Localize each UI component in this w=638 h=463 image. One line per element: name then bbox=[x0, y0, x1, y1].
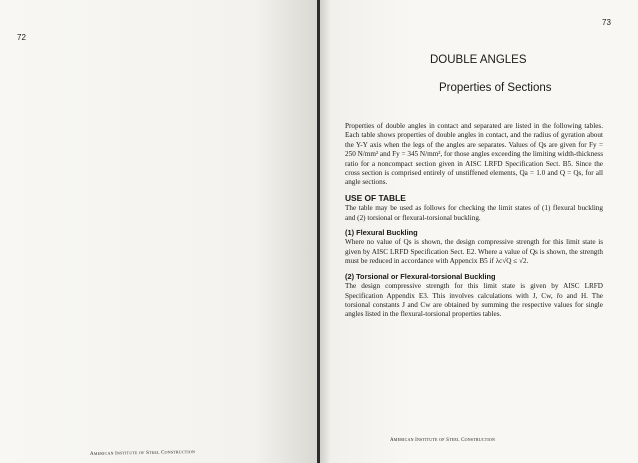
right-page-footer: American Institute of Steel Construction bbox=[390, 438, 496, 443]
section-title: Properties of Sections bbox=[439, 82, 552, 94]
right-page-number: 73 bbox=[602, 18, 611, 27]
left-page-footer: American Institute of Steel Construction bbox=[89, 450, 196, 457]
torsional-buckling-heading: (2) Torsional or Flexural-torsional Buckling bbox=[345, 271, 496, 281]
use-of-table-heading: USE OF TABLE bbox=[345, 192, 406, 203]
use-of-table-paragraph: The table may be used as follows for checking the limit states of (1) flexural buckling and (2) torsional or flexural-torsional buckling. bbox=[345, 204, 603, 222]
chapter-title: DOUBLE ANGLES bbox=[430, 54, 527, 66]
torsional-buckling-paragraph: The design compressive strength for this limit state is given by AISC LRFD Specification Appendix E3. This involves calculations with J, Cw, r̄o and H. The torsional constants J and Cw are obtained by summing the respective values for single angles listed in the flexural-torsional properties tables. bbox=[345, 282, 603, 319]
flexural-buckling-paragraph: Where no value of Qs is shown, the design compressive strength for this limit state is given by AISC LRFD Specification Sect. E2. Where a value of Qs is shown, the strength must be reduced in accordance with Appencix B5 if λc√Q ≤ √2. bbox=[345, 238, 603, 266]
left-page bbox=[0, 0, 318, 463]
book-gutter bbox=[317, 0, 320, 463]
page-body bbox=[345, 122, 603, 324]
intro-paragraph: Properties of double angles in contact and separated are listed in the following tables. Each table shows properties of double angles in contact, and the radius of gyration about the Y-Y axis when the legs of the angles are separates. Values of Qs are given for Fy = 250 N/mm² and Fy = 345 N/mm², for those angles exceeding the limiting width-thickness ratio for a noncompact section given in AISC LRFD Specification Sect. B5. Since the cross section is comprised entirely of unstiffened elements, Qa = 1.0 and Q = Qs, for all angle sections. bbox=[345, 122, 603, 187]
left-page-number: 72 bbox=[17, 33, 26, 42]
flexural-buckling-heading: (1) Flexural Buckling bbox=[345, 228, 418, 238]
